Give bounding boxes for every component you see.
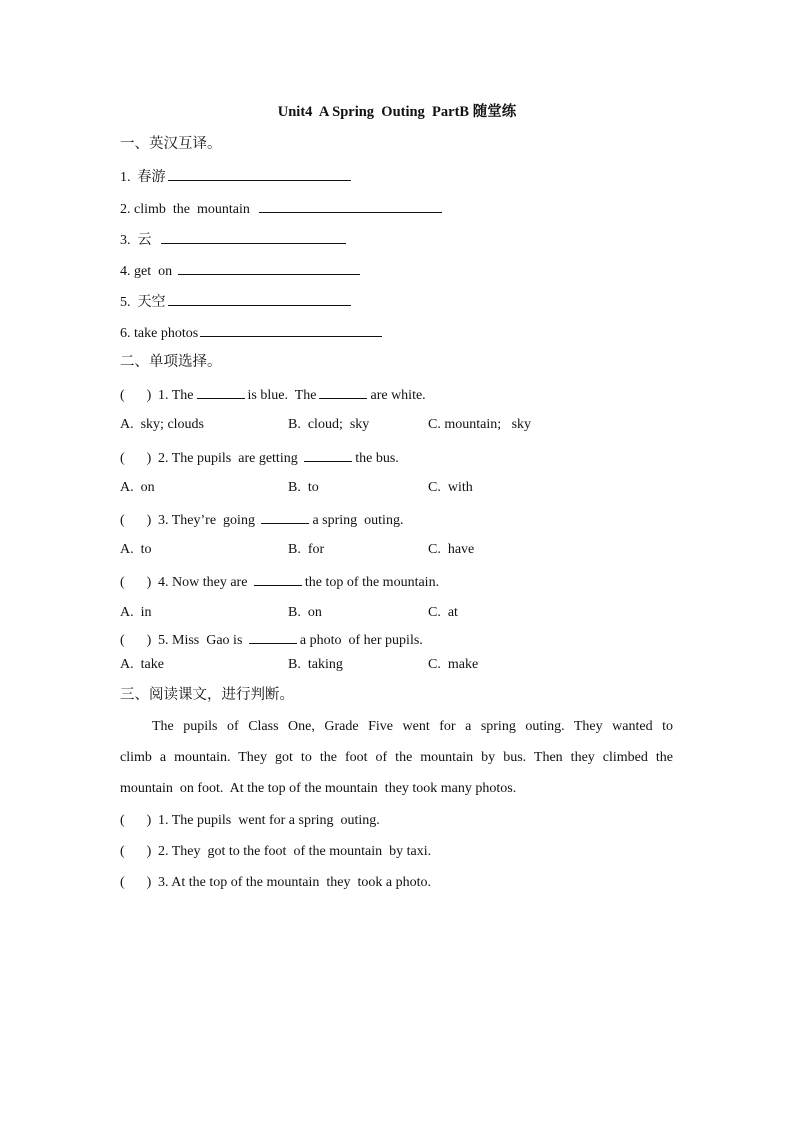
question-text: the top of the mountain. (304, 575, 440, 590)
passage-line: mountain on foot. At the top of the mountain they took many photos. (120, 781, 517, 796)
choice-question-3 (120, 510, 403, 528)
answer-blank[interactable] (319, 385, 367, 399)
passage-line: climb a mountain. They got to the foot of the mountain by bus. Then they climbed the (120, 750, 673, 765)
question-text: 4. Now they are (158, 575, 251, 590)
answer-blank[interactable] (249, 630, 297, 644)
question-text: is blue. The (247, 388, 317, 403)
question-text: 1. The (158, 388, 194, 403)
option-a[interactable]: A. to (120, 542, 152, 557)
question-text: 2. The pupils are getting (158, 451, 302, 466)
question-text: a photo of her pupils. (299, 633, 423, 648)
question-text: 5. Miss Gao is (158, 633, 246, 648)
answer-bracket[interactable]: ( ) (120, 813, 152, 828)
choice-question-4 (120, 572, 439, 590)
option-b[interactable]: B. taking (288, 657, 343, 672)
translation-item-6 (120, 322, 382, 340)
option-a[interactable]: A. sky; clouds (120, 417, 204, 432)
translation-item-4 (120, 260, 360, 278)
translation-item-label: 6. take photos (120, 326, 199, 341)
translation-item-2 (120, 198, 442, 216)
question-text: are white. (370, 388, 426, 403)
judgement-item-1 (120, 812, 380, 830)
option-c[interactable]: C. at (428, 605, 458, 620)
answer-blank[interactable] (200, 322, 382, 337)
option-b[interactable]: B. for (288, 542, 325, 557)
answer-blank[interactable] (261, 510, 309, 524)
translation-item-5 (120, 291, 351, 309)
answer-blank[interactable] (168, 291, 351, 306)
page-title: Unit4 A Spring Outing PartB 随堂练 (277, 104, 517, 120)
option-b[interactable]: B. to (288, 480, 319, 495)
option-b[interactable]: B. on (288, 605, 322, 620)
section-2-heading: 二、单项选择。 (120, 354, 222, 370)
statement-text: 2. They got to the foot of the mountain by taxi. (158, 844, 432, 859)
answer-bracket[interactable]: ( ) (120, 844, 152, 859)
choice-question-2 (120, 448, 399, 466)
answer-blank[interactable] (168, 166, 351, 181)
option-c[interactable]: C. have (428, 542, 475, 557)
question-text: a spring outing. (312, 513, 404, 528)
answer-bracket[interactable]: ( ) (120, 575, 152, 590)
option-a[interactable]: A. take (120, 657, 164, 672)
answer-blank[interactable] (304, 448, 352, 462)
answer-blank[interactable] (254, 572, 302, 586)
translation-item-label: 5. 天空 (120, 295, 166, 310)
answer-bracket[interactable]: ( ) (120, 388, 152, 403)
section-3-heading: 三、阅读课文，进行判断。 (120, 687, 294, 703)
statement-text: 3. At the top of the mountain they took a photo. (158, 875, 431, 890)
answer-blank[interactable] (259, 198, 442, 213)
question-text: the bus. (355, 451, 399, 466)
translation-item-label: 1. 春游 (120, 170, 166, 185)
option-a[interactable]: A. on (120, 480, 155, 495)
answer-bracket[interactable]: ( ) (120, 513, 152, 528)
answer-blank[interactable] (178, 260, 360, 275)
translation-item-3 (120, 229, 346, 247)
answer-blank[interactable] (161, 229, 346, 244)
translation-item-1 (120, 166, 351, 184)
choice-question-1 (120, 385, 426, 403)
translation-item-label: 2. climb the mountain (120, 202, 257, 217)
answer-blank[interactable] (197, 385, 245, 399)
option-c[interactable]: C. mountain; sky (428, 417, 532, 432)
judgement-item-3 (120, 874, 431, 892)
option-b[interactable]: B. cloud; sky (288, 417, 370, 432)
answer-bracket[interactable]: ( ) (120, 633, 152, 648)
passage-line: The pupils of Class One, Grade Five went for a spring outing. They wanted to (152, 719, 673, 734)
judgement-item-2 (120, 843, 431, 861)
question-text: 3. They’re going (158, 513, 259, 528)
option-c[interactable]: C. with (428, 480, 473, 495)
choice-question-5 (120, 630, 423, 648)
translation-item-label: 3. 云 (120, 233, 159, 248)
option-a[interactable]: A. in (120, 605, 152, 620)
option-c[interactable]: C. make (428, 657, 479, 672)
section-1-heading: 一、英汉互译。 (120, 136, 222, 152)
answer-bracket[interactable]: ( ) (120, 875, 152, 890)
translation-item-label: 4. get on (120, 264, 176, 279)
answer-bracket[interactable]: ( ) (120, 451, 152, 466)
statement-text: 1. The pupils went for a spring outing. (158, 813, 380, 828)
